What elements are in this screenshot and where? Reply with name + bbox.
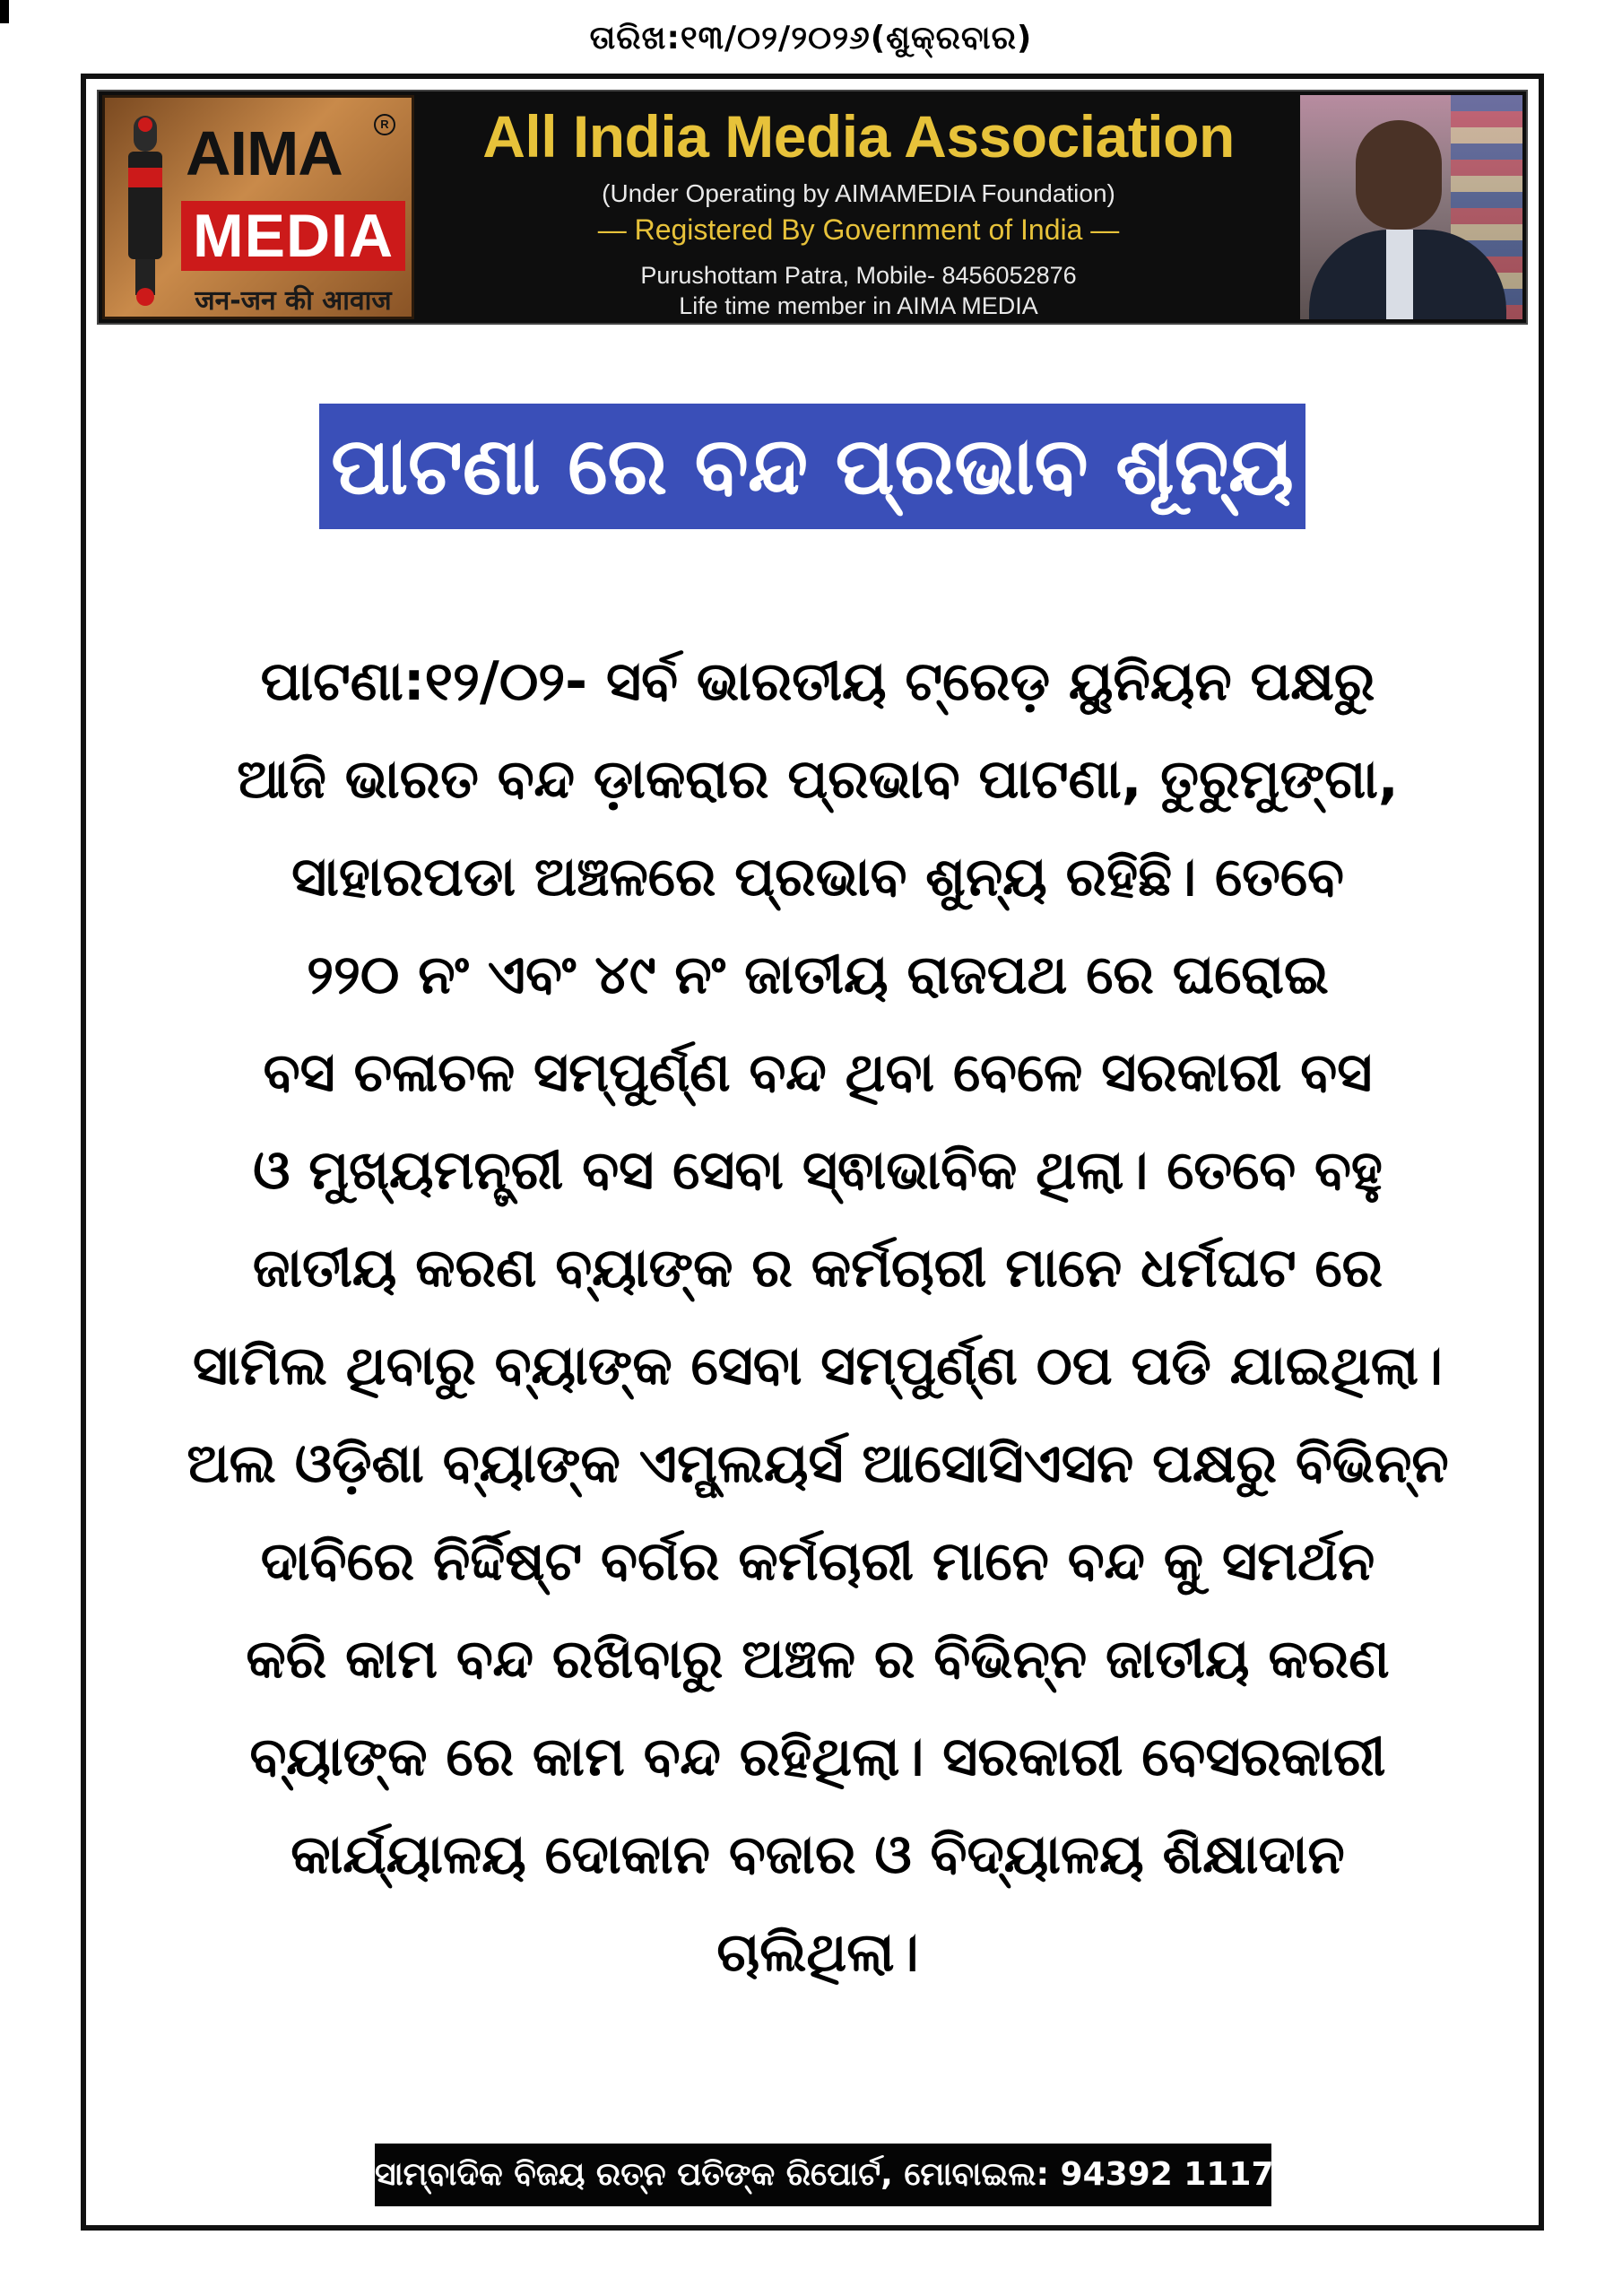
member-contact: Purushottam Patra, Mobile- 8456052876 — [640, 262, 1077, 289]
body-line: ସାହାରପଡା ଅଞ୍ଚଳରେ ପ୍ରଭାବ ଶୁନ୍ୟ ରହିଛି। ତେବେ — [291, 846, 1344, 909]
date-line: ତାରିଖ:୧୩/୦୨/୨୦୨୬(ଶୁକ୍ରବାର) — [589, 20, 1033, 57]
registration-line: — Registered By Government of India — — [597, 213, 1120, 246]
aima-media-logo — [102, 95, 414, 319]
body-line: ଦାବିରେ ନିର୍ଦ୍ଦିଷ୍ଟ ବର୍ଗର କର୍ମଚାରୀ ମାନେ ବନ୍ଦ କୁ ସମର୍ଥନ — [260, 1530, 1375, 1593]
registered-mark-icon: R — [374, 114, 395, 135]
photo-shirt — [1386, 230, 1413, 319]
body-line: କାର୍ଯ୍ୟାଳୟ ଦୋକାନ ବଜାର ଓ ବିଦ୍ୟାଳୟ ଶିକ୍ଷାଦାନ — [291, 1823, 1345, 1886]
headline: ପାଟଣା ରେ ବନ୍ଦ ପ୍ରଭାବ ଶୂନ୍ୟ — [319, 404, 1305, 529]
banner — [97, 90, 1528, 325]
logo-aima-text: AIMA — [186, 118, 343, 188]
body-line: ଚାଲିଥିଲା। — [716, 1921, 919, 1984]
body-line: କରି କାମ ବନ୍ଦ ରଖିବାରୁ ଅଞ୍ଚଳ ର ବିଭିନ୍ନ ଜାତୀୟ କରଣ — [246, 1628, 1390, 1691]
organization-subtitle: (Under Operating by AIMAMEDIA Foundation) — [602, 179, 1115, 207]
logo-media-text: MEDIA — [181, 201, 405, 271]
article-body — [122, 633, 1514, 2002]
body-line: ୨୨୦ ନଂ ଏବଂ ୪୯ ନଂ ଜାତୀୟ ରାଜପଥ ରେ ଘରୋଇ — [307, 944, 1329, 1006]
body-line: ପାଟଣା:୧୨/୦୨- ସର୍ବ ଭାରତୀୟ ଟ୍ରେଡ଼ ୟୁନିୟନ ପକ୍ଷରୁ — [260, 650, 1375, 713]
body-line: ସାମିଲ ଥିବାରୁ ବ୍ୟାଙ୍କ ସେବା ସମ୍ପୁର୍ଣ୍ଣ ଠପ ପଡି ଯାଇଥିଲା। — [192, 1335, 1444, 1397]
body-line: ଆଜି ଭାରତ ବନ୍ଦ ଡ଼ାକରାର ପ୍ରଭାବ ପାଟଣା, ତୁରୁମୁଙ୍ଗା, — [237, 748, 1399, 811]
body-line: ଅଲ ଓଡ଼ିଶା ବ୍ୟାଙ୍କ ଏମ୍ପ୍ଲୟର୍ସ ଆସୋସିଏସନ ପକ୍ଷରୁ ବିଭିନ୍ନ — [186, 1432, 1449, 1495]
banner-text-block — [421, 91, 1296, 323]
organization-name: All India Media Association — [482, 103, 1235, 170]
body-line: ଓ ମୁଖ୍ୟମନ୍ତ୍ରୀ ବସ ସେବା ସ୍ଵାଭାବିକ ଥିଲା। ତେବେ ବହୁ — [253, 1139, 1383, 1202]
photo-face — [1356, 120, 1442, 230]
news-card — [81, 74, 1544, 2231]
logo-tagline: जन-जन की आवाज — [195, 285, 392, 317]
reporter-credit: ସାମ୍ବାଦିକ ବିଜୟ ରତ୍ନ ପତିଙ୍କ ରିପୋର୍ଟ, ମୋବାଇଲ: 94392 11178 — [375, 2144, 1271, 2206]
member-photo — [1300, 95, 1522, 319]
body-line: ଜାତୀୟ କରଣ ବ୍ୟାଙ୍କ ର କର୍ମଚାରୀ ମାନେ ଧର୍ମଘଟ ରେ — [252, 1237, 1383, 1300]
body-line: ବସ ଚଳାଚଳ ସମ୍ପୁର୍ଣ୍ଣ ବନ୍ଦ ଥିବା ବେଳେ ସରକାରୀ ବସ — [263, 1041, 1373, 1104]
membership-line: Life time member in AIMA MEDIA — [679, 292, 1038, 319]
microphone-icon — [123, 116, 168, 309]
body-line: ବ୍ୟାଙ୍କ ରେ କାମ ବନ୍ଦ ରହିଥିଲା। ସରକାରୀ ବେସରକାରୀ — [249, 1726, 1386, 1788]
